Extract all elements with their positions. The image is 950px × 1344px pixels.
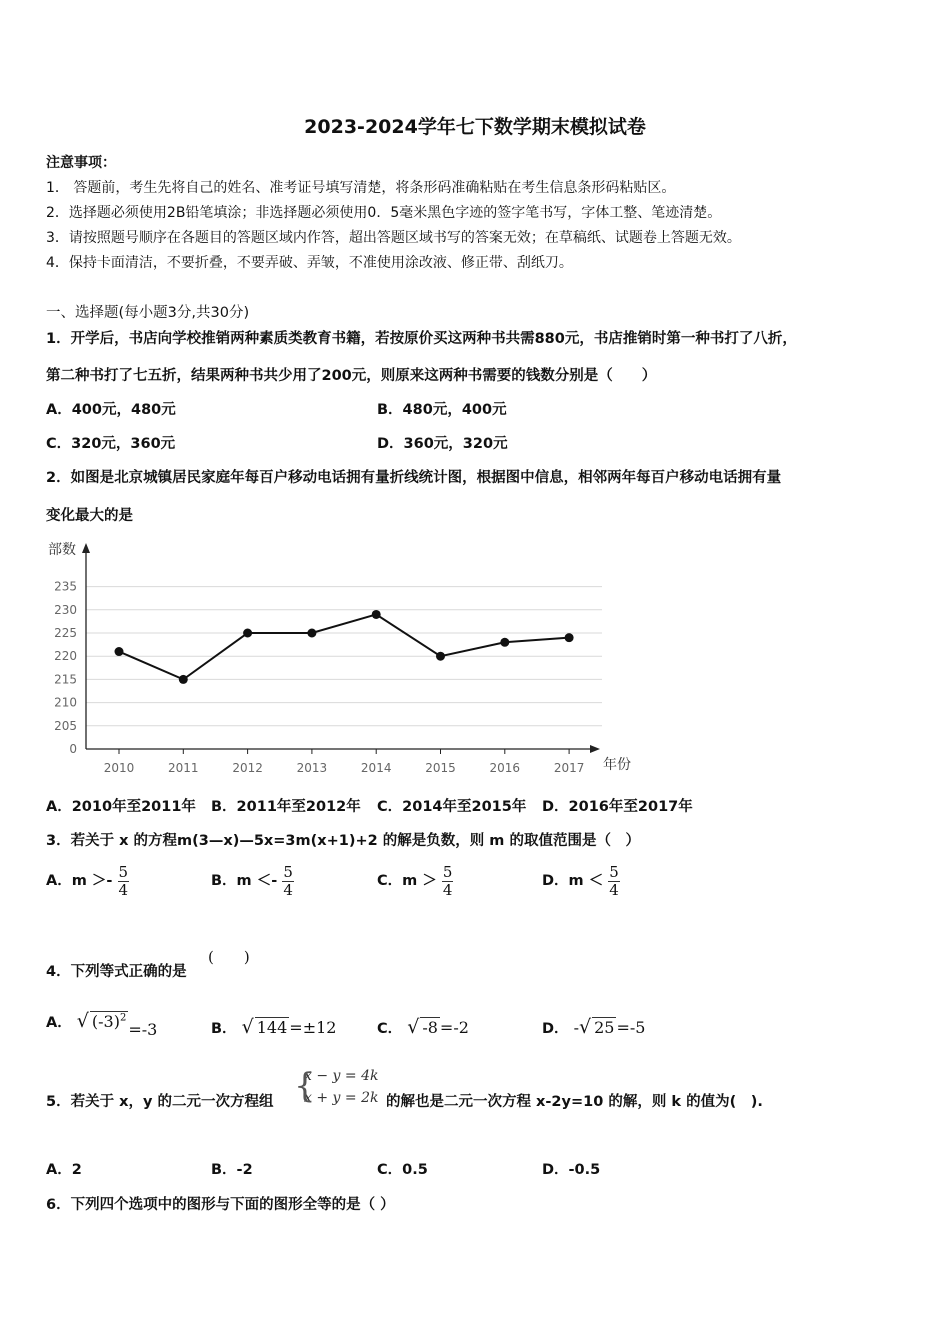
q5-option-b[interactable]: B．-2 <box>211 1162 253 1178</box>
radical-sign: √ <box>76 1010 89 1032</box>
option-label: C．m <box>377 873 418 889</box>
q1-stem-line2: 第二种书打了七五折，结果两种书共少用了200元，则原来这两种书需要的钱数分别是（ ） <box>46 368 657 384</box>
q4-option-a[interactable] <box>46 1010 158 1039</box>
q4-option-c[interactable] <box>377 1016 469 1038</box>
option-label: D． <box>542 1021 569 1037</box>
q1-option-a[interactable]: A．400元，480元 <box>46 402 176 418</box>
x-tick-label: 2012 <box>232 761 263 775</box>
q1-option-b[interactable]: B．480元，400元 <box>377 402 507 418</box>
q5-option-d[interactable]: D．-0.5 <box>542 1162 601 1178</box>
x-axis-arrow <box>590 745 600 753</box>
option-label: A． <box>46 1015 72 1031</box>
x-tick-label: 2011 <box>168 761 199 775</box>
q2-option-c[interactable]: C．2014年至2015年 <box>377 799 527 815</box>
q3-option-d[interactable] <box>542 864 620 898</box>
equation-1: x − y = 4k <box>304 1068 379 1084</box>
denominator: 4 <box>283 880 293 899</box>
denominator: 4 <box>609 880 619 899</box>
series-line <box>119 614 569 679</box>
q4-answer-paren: ( ) <box>208 948 250 966</box>
q4-option-d[interactable] <box>542 1016 645 1038</box>
math-expression <box>407 1018 469 1037</box>
option-label: D．m <box>542 873 584 889</box>
radical-sign: √ <box>407 1016 420 1038</box>
radicand: 144 <box>256 1018 288 1037</box>
rhs: =-5 <box>616 1018 646 1037</box>
x-tick-label: 2017 <box>553 761 585 775</box>
q4-option-b[interactable] <box>211 1016 336 1038</box>
data-point-2013 <box>307 629 316 638</box>
y-tick-label: 225 <box>54 626 77 640</box>
section-heading: 一、选择题(每小题3分,共30分) <box>46 305 250 321</box>
prefix: - <box>573 1018 580 1037</box>
denominator: 4 <box>442 880 453 899</box>
radicand: -8 <box>422 1018 438 1037</box>
numerator: 5 <box>609 863 619 881</box>
q3-option-a[interactable] <box>46 864 129 898</box>
note-item: 3．请按照题号顺序在各题目的答题区域内作答，超出答题区域书写的答案无效；在草稿纸、试题卷上答题无效。 <box>46 230 741 246</box>
page-title: 2023-2024学年七下数学期末模拟试卷 <box>304 116 646 138</box>
note-item: 1． 答题前，考生先将自己的姓名、准考证号填写清楚，将条形码准确粘贴在考生信息条形码粘贴区。 <box>46 180 676 196</box>
fraction <box>608 864 620 898</box>
data-point-2016 <box>500 638 509 647</box>
denominator: 4 <box>118 880 129 899</box>
option-operator: ＜- <box>256 873 278 889</box>
option-label: C． <box>377 1021 403 1037</box>
math-expression <box>242 1018 337 1037</box>
q2-stem-line1: 2．如图是北京城镇居民家庭年每百户移动电话拥有量折线统计图，根据图中信息，相邻两年每百户移动电话拥有量 <box>46 470 782 486</box>
data-point-2010 <box>115 647 124 656</box>
x-tick-label: 2010 <box>103 761 135 775</box>
y-tick-label: 220 <box>54 649 77 664</box>
notes-heading: 注意事项： <box>46 155 116 171</box>
q1-option-c[interactable]: C．320元，360元 <box>46 436 176 452</box>
fraction <box>442 864 454 898</box>
data-point-2017 <box>565 633 574 642</box>
math-expression <box>76 1010 158 1039</box>
q5-stem-pre: 5．若关于 x，y 的二元一次方程组 <box>46 1094 274 1110</box>
data-point-2015 <box>436 652 445 661</box>
equation-2: x + y = 2k <box>304 1090 379 1106</box>
option-operator: ＜ <box>588 873 604 889</box>
radical-sign: √ <box>241 1016 254 1038</box>
q3-option-b[interactable] <box>211 864 294 898</box>
y-axis-title: 部数 <box>48 542 76 558</box>
math-expression <box>574 1018 646 1037</box>
numerator: 5 <box>442 863 453 881</box>
y-tick-label: 210 <box>54 695 77 710</box>
q1-option-d[interactable]: D．360元，320元 <box>377 436 508 452</box>
data-point-2011 <box>179 675 188 684</box>
note-item: 2．选择题必须使用2B铅笔填涂；非选择题必须使用0．5毫米黑色字迹的签字笔书写，字体工整、笔迹清楚。 <box>46 205 722 221</box>
rhs: =±12 <box>289 1018 337 1037</box>
option-operator: ＞- <box>91 873 113 889</box>
q4-stem: 4．下列等式正确的是 <box>46 964 187 980</box>
note-item: 4．保持卡面清洁，不要折叠，不要弄破、弄皱，不准使用涂改液、修正带、刮纸刀。 <box>46 255 573 271</box>
q3-option-c[interactable] <box>377 864 453 898</box>
q5-stem-post: 的解也是二元一次方程 x-2y=10 的解，则 k 的值为( ). <box>386 1094 763 1110</box>
radical-sign: √ <box>579 1016 592 1038</box>
equation-system <box>294 1065 378 1109</box>
q2-option-d[interactable]: D．2016年至2017年 <box>542 799 693 815</box>
y-tick-label: 235 <box>54 579 77 594</box>
line-chart <box>40 535 650 780</box>
q2-option-a[interactable]: A．2010年至2011年 <box>46 799 196 815</box>
numerator: 5 <box>118 863 129 881</box>
numerator: 5 <box>283 863 293 881</box>
option-label: B．m <box>211 873 252 889</box>
q2-stem-line2: 变化最大的是 <box>46 508 133 524</box>
data-point-2012 <box>243 629 252 638</box>
data-point-2014 <box>372 610 381 619</box>
y-tick-label: 230 <box>54 602 77 617</box>
radicand <box>90 1011 128 1031</box>
q6-stem: 6．下列四个选项中的图形与下面的图形全等的是（ ） <box>46 1197 395 1213</box>
option-label: A．m <box>46 873 87 889</box>
y-axis-arrow <box>82 543 90 553</box>
q1-stem-line1: 1．开学后，书店向学校推销两种素质类教育书籍，若按原价买这两种书共需880元，书店推销时第一种书打了八折， <box>46 331 797 347</box>
exponent: 2 <box>119 1012 127 1024</box>
y-tick-label: 0 <box>69 742 77 756</box>
y-tick-label: 215 <box>54 672 77 687</box>
brace: { <box>294 1066 316 1106</box>
x-tick-label: 2016 <box>489 761 521 775</box>
option-label: B． <box>211 1021 237 1037</box>
rhs: =-2 <box>439 1018 469 1037</box>
rhs: =-3 <box>128 1020 158 1039</box>
x-tick-label: 2013 <box>296 761 328 775</box>
q5-option-a[interactable]: A．2 <box>46 1162 82 1178</box>
x-axis-title: 年份 <box>603 757 631 773</box>
q5-option-c[interactable]: C．0.5 <box>377 1162 428 1178</box>
option-operator: ＞ <box>422 873 437 889</box>
y-tick-label: 205 <box>54 718 77 733</box>
radicand: 25 <box>594 1018 615 1037</box>
q2-option-b[interactable]: B．2011年至2012年 <box>211 799 361 815</box>
x-tick-label: 2015 <box>425 761 456 775</box>
q3-stem: 3．若关于 x 的方程m(3—x)—5x=3m(x+1)+2 的解是负数，则 m 的取值范围是（ ） <box>46 833 640 849</box>
x-tick-label: 2014 <box>360 761 392 775</box>
fraction <box>282 864 294 898</box>
radicand-text: (-3) <box>91 1012 120 1031</box>
fraction <box>118 864 130 898</box>
